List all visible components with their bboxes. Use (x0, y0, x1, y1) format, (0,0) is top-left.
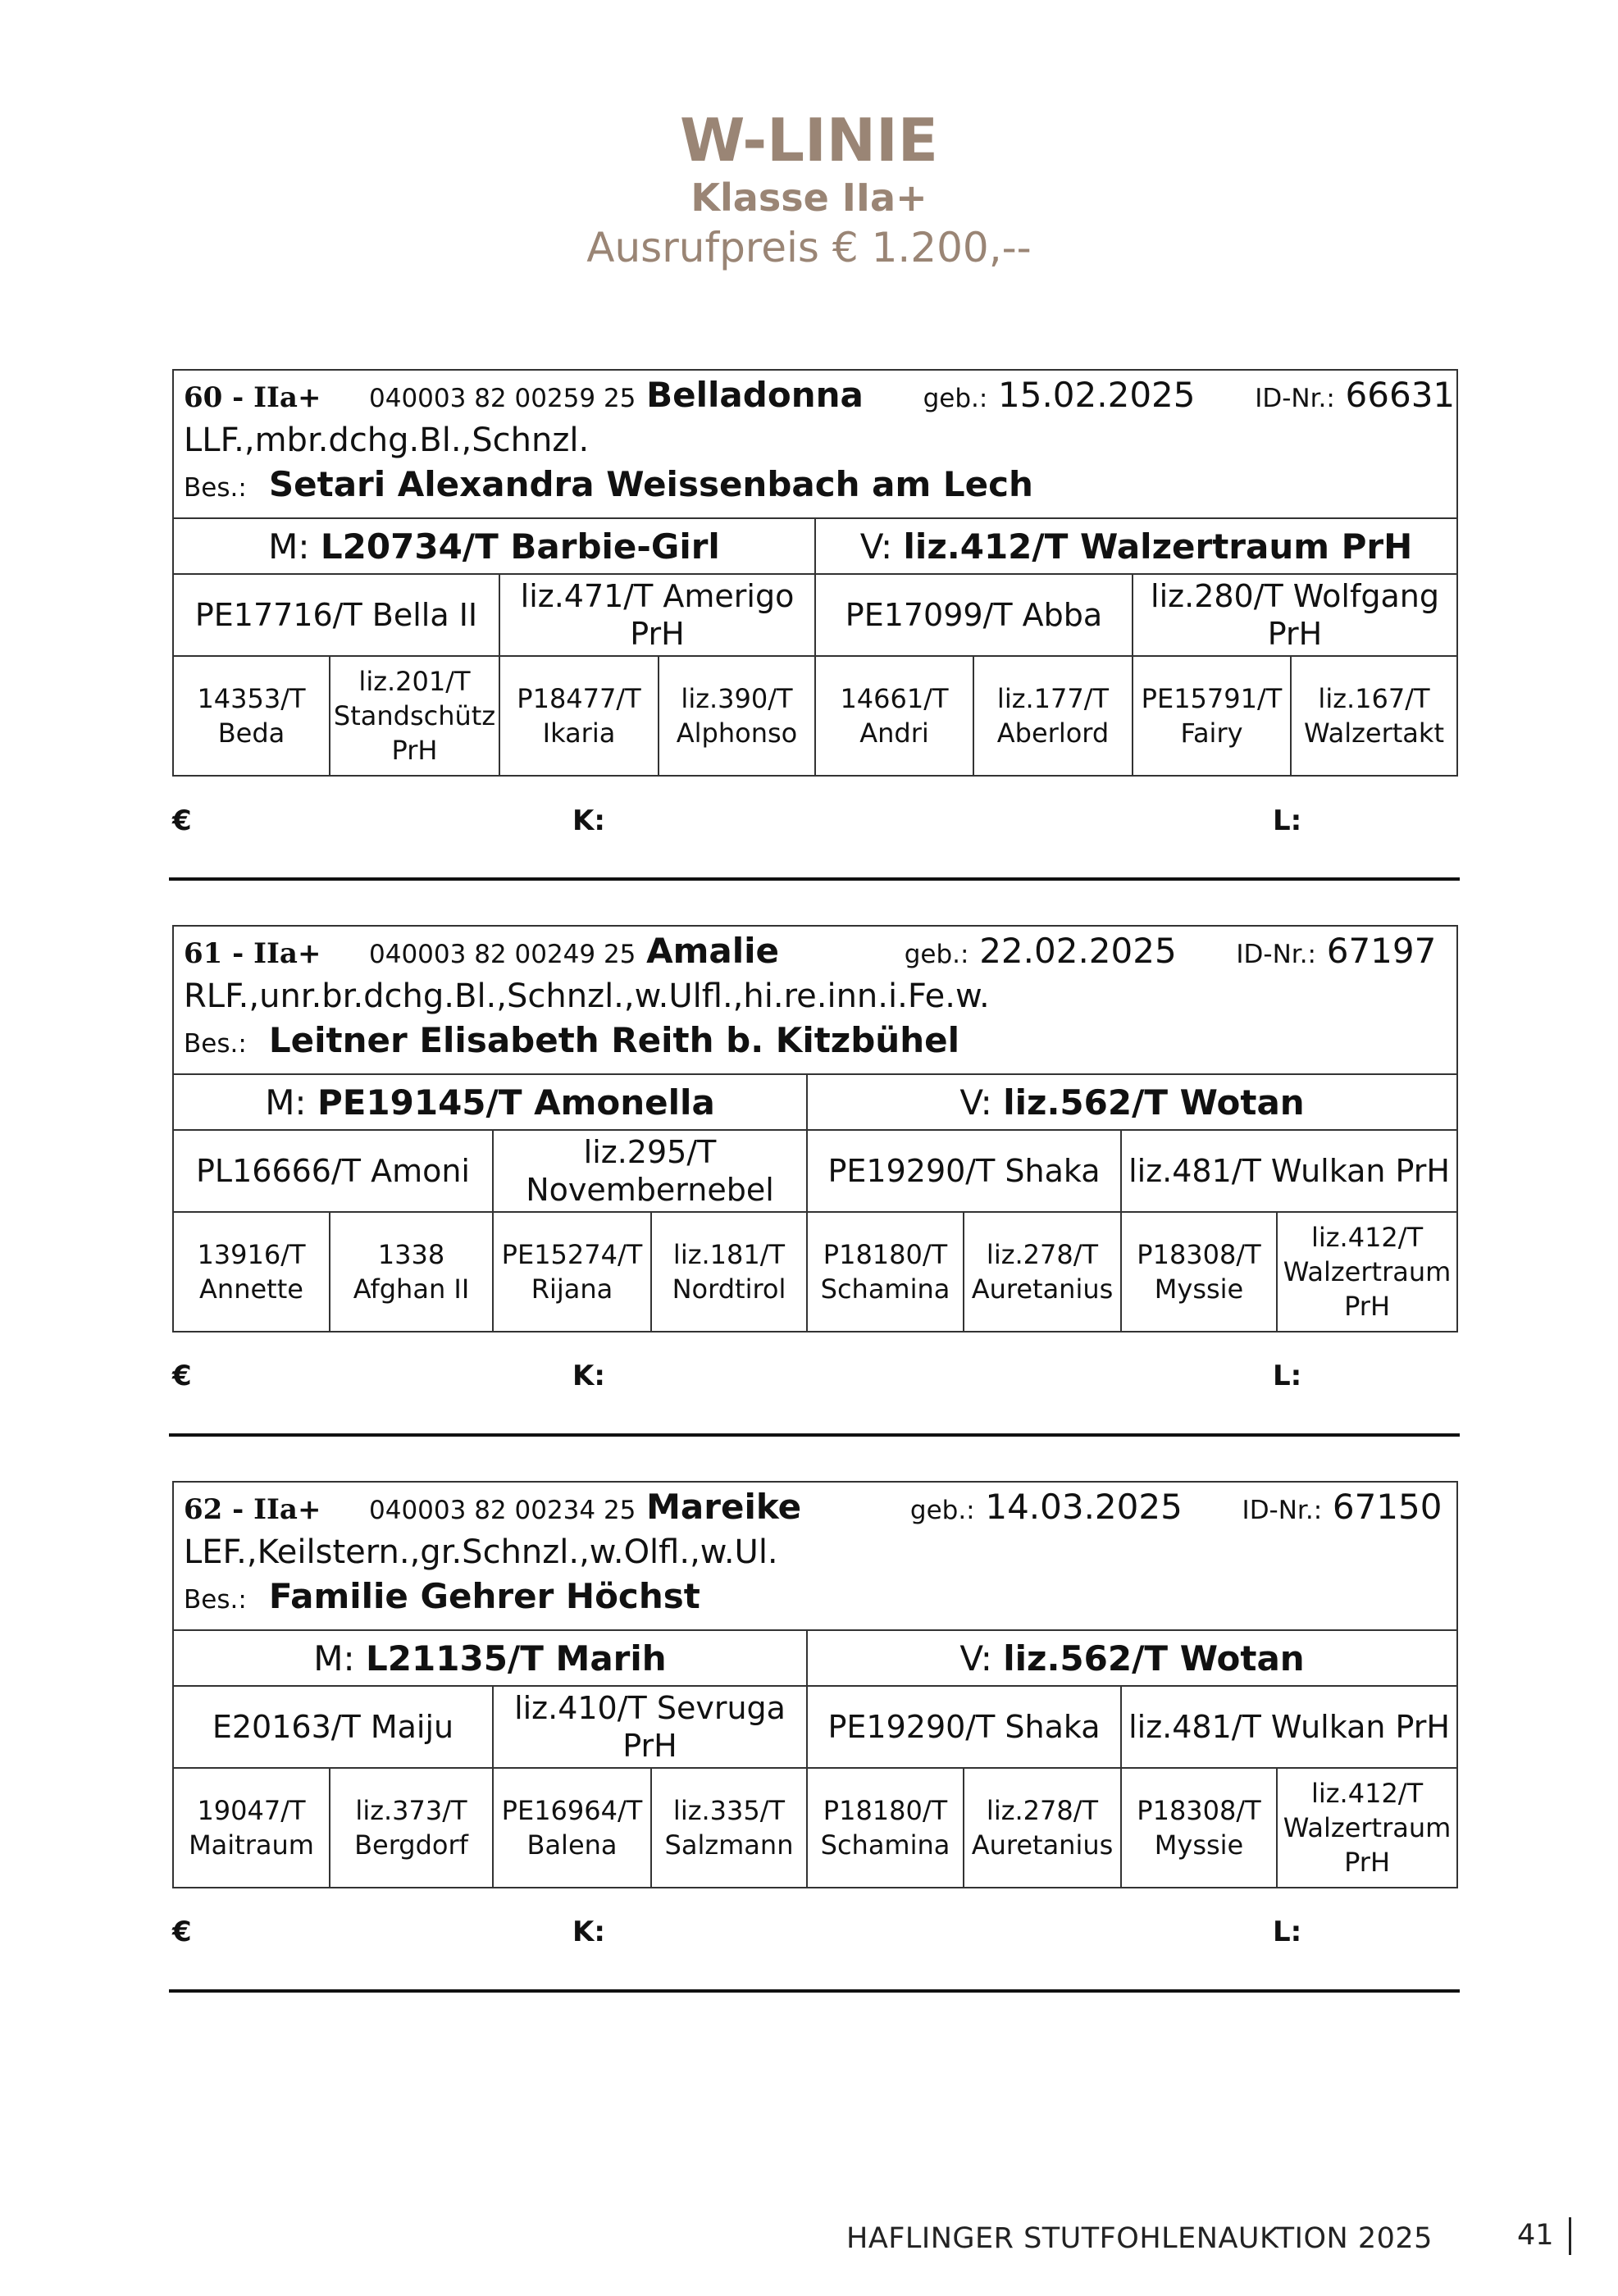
lot-number: 62 - IIa+ (184, 1493, 321, 1526)
great-grandparent: liz.167/T Walzertakt (1291, 656, 1457, 776)
great-grandparent: 1338 Afghan II (330, 1212, 493, 1332)
grandparent: PE19290/T Shaka (807, 1130, 1121, 1212)
great-grandparent: liz.412/T Walzertraum PrH (1277, 1212, 1457, 1332)
page-subtitle: Klasse IIa+ (690, 175, 928, 220)
markings: LEF.,Keilstern.,gr.Schnzl.,w.Olfl.,w.Ul. (184, 1533, 778, 1571)
foal-name: Amalie (646, 931, 780, 971)
birth-date: 15.02.2025 (998, 375, 1196, 415)
born-label: geb.: (909, 1496, 975, 1525)
mother-name: L20734/T Barbie-Girl (320, 526, 720, 567)
great-grandparent: liz.335/T Salzmann (651, 1768, 807, 1888)
euro-label: € (172, 804, 192, 837)
great-grandparent: PE15791/T Fairy (1133, 656, 1291, 776)
father-label: V: (859, 526, 893, 567)
great-grandparent: liz.390/T Alphonso (659, 656, 815, 776)
foal-name: Mareike (646, 1487, 802, 1527)
grandparent: PE19290/T Shaka (807, 1686, 1121, 1768)
great-grandparent: 13916/T Annette (173, 1212, 330, 1332)
separator-rule (169, 1989, 1460, 1993)
owner: Familie Gehrer Höchst (268, 1576, 700, 1616)
grandparent: liz.295/T Novembernebel (493, 1130, 807, 1212)
id-number: 67197 (1326, 931, 1437, 971)
l-label: L: (1273, 1916, 1302, 1948)
father-name: liz.562/T Wotan (1003, 1082, 1305, 1123)
owner-label: Bes.: (184, 473, 247, 503)
great-grandparent: liz.278/T Auretanius (964, 1768, 1121, 1888)
great-grandparent: 14353/T Beda (173, 656, 330, 776)
pedigree-table (172, 925, 1458, 1332)
great-grandparent: 19047/T Maitraum (173, 1768, 330, 1888)
k-label: K: (572, 804, 605, 837)
father-name: liz.562/T Wotan (1003, 1638, 1305, 1679)
owner: Setari Alexandra Weissenbach am Lech (268, 464, 1033, 504)
born-label: geb.: (904, 940, 969, 969)
great-grandparent: P18180/T Schamina (807, 1212, 964, 1332)
great-grandparent: liz.177/T Aberlord (973, 656, 1133, 776)
great-grandparent: PE15274/T Rijana (493, 1212, 651, 1332)
l-label: L: (1273, 1360, 1302, 1392)
mother-label: M: (268, 526, 310, 567)
chip-number: 040003 82 00234 25 (369, 1496, 636, 1525)
grandparent: PE17099/T Abba (815, 574, 1133, 656)
foal-info (173, 926, 1457, 1074)
foal-info (173, 370, 1457, 518)
great-grandparent: 14661/T Andri (815, 656, 973, 776)
starting-price: Ausrufpreis € 1.200,-- (586, 224, 1032, 272)
page-title: W-LINIE (680, 106, 938, 175)
father-label: V: (959, 1638, 992, 1679)
l-label: L: (1273, 804, 1302, 837)
page-header (0, 107, 1618, 275)
foal-name: Belladonna (646, 375, 864, 415)
chip-number: 040003 82 00259 25 (369, 384, 636, 413)
bid-line (172, 1916, 1456, 1948)
page-number: 41 (1517, 2219, 1554, 2252)
id-number: 66631 (1345, 375, 1456, 415)
great-grandparent: P18477/T Ikaria (499, 656, 659, 776)
separator-rule (169, 877, 1460, 881)
euro-label: € (172, 1916, 192, 1948)
pedigree-table (172, 1481, 1458, 1888)
foal-info (173, 1482, 1457, 1630)
pedigree-table (172, 369, 1458, 777)
lot-number: 61 - IIa+ (184, 937, 321, 970)
grandparent: liz.410/T Sevruga PrH (493, 1686, 807, 1768)
k-label: K: (572, 1360, 605, 1392)
id-label: ID-Nr.: (1242, 1496, 1323, 1525)
owner: Leitner Elisabeth Reith b. Kitzbühel (268, 1020, 959, 1060)
great-grandparent: liz.278/T Auretanius (964, 1212, 1121, 1332)
markings: LLF.,mbr.dchg.Bl.,Schnzl. (184, 421, 590, 459)
father (815, 518, 1457, 574)
mother-name: PE19145/T Amonella (317, 1082, 715, 1123)
great-grandparent: P18308/T Myssie (1121, 1212, 1277, 1332)
chip-number: 040003 82 00249 25 (369, 940, 636, 969)
great-grandparent: P18180/T Schamina (807, 1768, 964, 1888)
page-number-bar (1569, 2217, 1571, 2255)
birth-date: 22.02.2025 (979, 931, 1177, 971)
separator-rule (169, 1433, 1460, 1437)
owner-label: Bes.: (184, 1029, 247, 1059)
grandparent: liz.280/T Wolfgang PrH (1133, 574, 1457, 656)
great-grandparent: liz.181/T Nordtirol (651, 1212, 807, 1332)
great-grandparent: PE16964/T Balena (493, 1768, 651, 1888)
great-grandparent: liz.373/T Bergdorf (330, 1768, 493, 1888)
owner-label: Bes.: (184, 1585, 247, 1615)
markings: RLF.,unr.br.dchg.Bl.,Schnzl.,w.Ulfl.,hi.re.inn.i.Fe.w. (184, 977, 990, 1015)
bid-line (172, 1360, 1456, 1392)
lot-entry-60 (172, 369, 1456, 837)
great-grandparent: P18308/T Myssie (1121, 1768, 1277, 1888)
great-grandparent: liz.412/T Walzertraum PrH (1277, 1768, 1457, 1888)
mother (173, 518, 815, 574)
bid-line (172, 804, 1456, 837)
birth-date: 14.03.2025 (985, 1487, 1183, 1527)
footer-text: HAFLINGER STUTFOHLENAUKTION 2025 (846, 2222, 1433, 2255)
born-label: geb.: (923, 384, 988, 413)
lot-number: 60 - IIa+ (184, 381, 321, 414)
father-label: V: (959, 1082, 992, 1123)
mother (173, 1630, 807, 1686)
grandparent: PE17716/T Bella II (173, 574, 499, 656)
grandparent: E20163/T Maiju (173, 1686, 493, 1768)
id-number: 67150 (1332, 1487, 1443, 1527)
mother-label: M: (313, 1638, 355, 1679)
id-label: ID-Nr.: (1255, 384, 1335, 413)
k-label: K: (572, 1916, 605, 1948)
grandparent: liz.481/T Wulkan PrH (1121, 1130, 1457, 1212)
great-grandparent: liz.201/T Standschütz PrH (330, 656, 499, 776)
mother-label: M: (265, 1082, 307, 1123)
euro-label: € (172, 1360, 192, 1392)
mother (173, 1074, 807, 1130)
father (807, 1074, 1457, 1130)
grandparent: liz.481/T Wulkan PrH (1121, 1686, 1457, 1768)
father-name: liz.412/T Walzertraum PrH (903, 526, 1413, 567)
father (807, 1630, 1457, 1686)
lot-entry-62 (172, 1481, 1456, 1948)
grandparent: PL16666/T Amoni (173, 1130, 493, 1212)
id-label: ID-Nr.: (1236, 940, 1316, 969)
lot-entry-61 (172, 925, 1456, 1392)
grandparent: liz.471/T Amerigo PrH (499, 574, 815, 656)
mother-name: L21135/T Marih (366, 1638, 667, 1679)
